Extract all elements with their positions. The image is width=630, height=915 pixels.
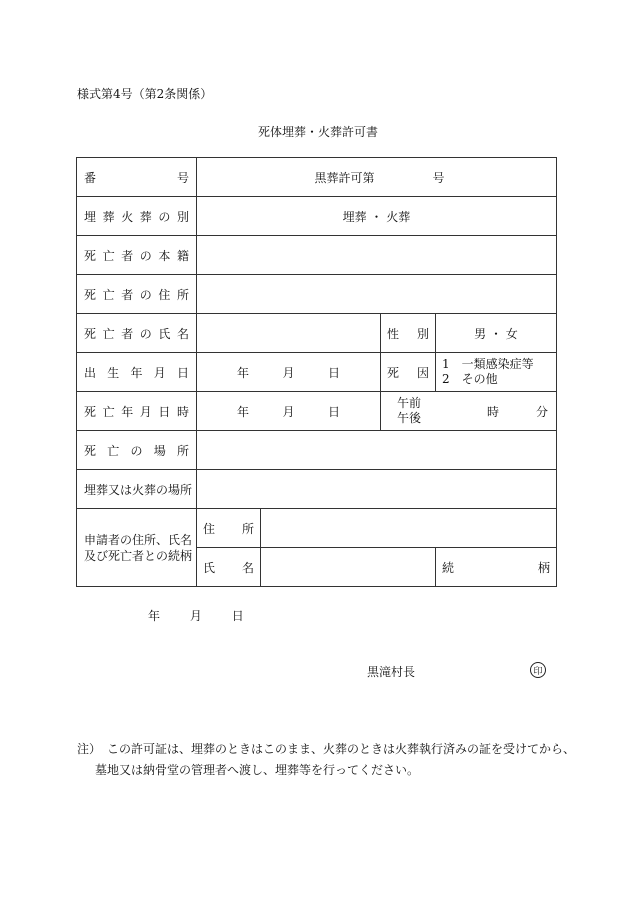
minute-unit: 分 (535, 404, 548, 419)
address-label: 死 亡 者 の 住 所 (84, 287, 189, 302)
number-label-b: 号 (176, 170, 189, 185)
birth-year: 年 (237, 365, 250, 380)
page-title: 死体埋葬・火葬許可書 (258, 125, 379, 139)
death-year: 年 (237, 404, 250, 419)
number-prefix: 黒葬許可第 (314, 170, 375, 185)
number-value[interactable] (197, 158, 557, 197)
sex-label: 性 別 (387, 326, 429, 341)
death-date-field[interactable] (197, 392, 381, 431)
row-applicant-address (77, 509, 557, 548)
row-number (77, 158, 557, 197)
applicant-label: 申請者の住所、氏名 及び死亡者との続柄 (77, 509, 197, 587)
applicant-name-label: 氏 名 (203, 560, 254, 575)
permit-form-table (76, 157, 557, 587)
relation-label: 続 柄 (442, 560, 550, 575)
burial-place-label: 埋葬又は火葬の場所 (77, 470, 197, 509)
number-suffix: 号 (432, 170, 445, 185)
applicant-address-field[interactable] (261, 509, 557, 548)
cause-option-2: 2 その他 (442, 372, 498, 386)
row-death-time (77, 392, 557, 431)
burial-type-value[interactable]: 埋葬 ・ 火葬 (197, 197, 557, 236)
death-month: 月 (282, 404, 295, 419)
birth-month: 月 (282, 365, 295, 380)
note-line-2: 墓地又は納骨堂の管理者へ渡し、埋葬等を行ってください。 (95, 763, 420, 777)
cause-option-1: 1 一類感染症等 (442, 357, 534, 371)
domicile-label: 死 亡 者 の 本 籍 (84, 248, 189, 263)
row-domicile (77, 236, 557, 275)
address-field[interactable] (197, 275, 557, 314)
domicile-field[interactable] (197, 236, 557, 275)
number-label-a: 番 (84, 170, 97, 185)
row-burial-type (77, 197, 557, 236)
burial-type-label: 埋 葬 火 葬 の 別 (84, 209, 189, 224)
applicant-name-field[interactable] (261, 548, 436, 587)
issue-date: 年 月 日 (148, 609, 244, 623)
hour-unit: 時 (487, 404, 500, 419)
death-place-label: 死 亡 の 場 所 (84, 443, 189, 458)
sex-value[interactable]: 男 ・ 女 (436, 314, 557, 353)
birth-date-field[interactable] (197, 353, 381, 392)
death-time-field[interactable] (381, 392, 557, 431)
row-birth (77, 353, 557, 392)
row-address (77, 275, 557, 314)
seal-mark: 印 (530, 662, 546, 678)
burial-place-field[interactable] (197, 470, 557, 509)
death-day: 日 (327, 404, 340, 419)
name-label: 死 亡 者 の 氏 名 (84, 326, 189, 341)
am-option: 午前 (397, 396, 422, 410)
row-burial-place (77, 470, 557, 509)
birth-label: 出 生 年 月 日 (84, 365, 189, 380)
note-line-1: 注） この許可証は、埋葬のときはこのまま、火葬のときは火葬執行済みの証を受けてから、 (77, 742, 576, 756)
pm-option: 午後 (397, 411, 422, 425)
applicant-address-label: 住 所 (203, 521, 254, 536)
row-death-place (77, 431, 557, 470)
row-name (77, 314, 557, 353)
cause-options[interactable] (436, 353, 557, 392)
cause-label: 死 因 (387, 365, 429, 380)
issuer-title: 黒滝村長 (367, 665, 416, 679)
death-place-field[interactable] (197, 431, 557, 470)
deceased-name-field[interactable] (197, 314, 381, 353)
birth-day: 日 (327, 365, 340, 380)
form-number: 様式第4号（第2条関係） (77, 87, 213, 101)
death-time-label: 死 亡 年 月 日 時 (84, 404, 189, 419)
